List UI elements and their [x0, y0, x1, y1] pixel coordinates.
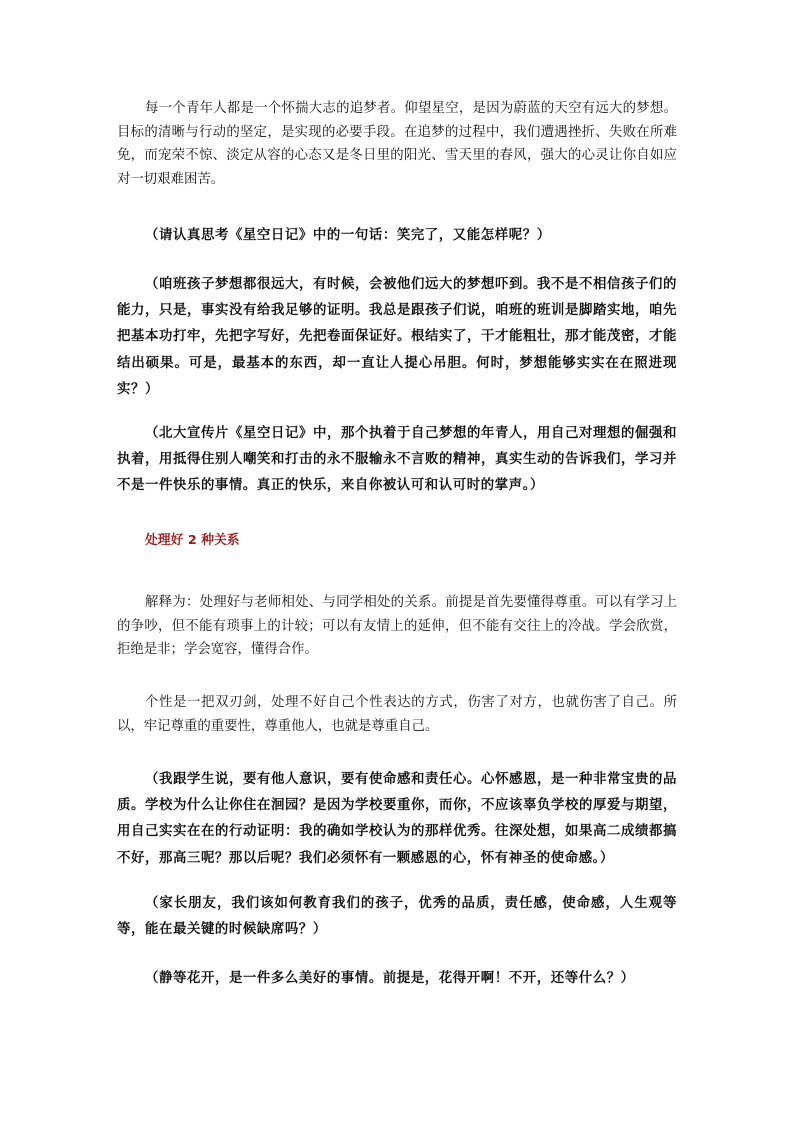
paragraph-pku-promo: （北大宣传片《星空日记》中，那个执着于自己梦想的年青人，用自己对理想的倔强和执着，用抵得住别人嘲笑和打击的永不服输永不言败的精神，真实生动的告诉我们，学习并不是一件快乐的事情。真正的快乐，来自你被认可和认可时的掌声。） [117, 426, 677, 494]
section-heading: 处理好 2 种关系 [145, 533, 240, 548]
paragraph-starry-diary-quote: （请认真思考《星空日记》中的一句话：笑完了，又能怎样呢？） [145, 228, 551, 243]
paragraph-gratitude: （我跟学生说，要有他人意识，要有使命感和责任心。心怀感恩，是一种非常宝贵的品质。学校为什么让你住在洄园？是因为学校要重你，而你，不应该辜负学校的厚爱与期望，用自己实实在在的行动证明：我的确如学校认为的那样优秀。往深处想，如果高二成绩都搞不好，那高三呢？那以后呢？我们必须怀有一颗感恩的心，怀有神圣的使命感。） [117, 772, 677, 866]
paragraph-parents: （家长朋友，我们该如何教育我们的孩子，优秀的品质，责任感，使命感，人生观等等，能在最关键的时候缺席吗？） [117, 896, 677, 938]
paragraph-waiting-flowers: （静等花开，是一件多么美好的事情。前提是，花得开啊！不开，还等什么？） [145, 971, 635, 986]
paragraph-class-dreams: （咱班孩子梦想都很远大，有时候，会被他们远大的梦想吓到。我不是不相信孩子们的能力，只是，事实没有给我足够的证明。我总是跟孩子们说，咱班的班训是脚踏实地，咱先把基本功打牢，先把字写好，先把卷面保证好。根结实了，干才能粗壮，那才能茂密，才能结出硕果。可是，最基本的东西，却一直让人提心吊胆。何时，梦想能够实实在在照进现实？） [117, 277, 677, 397]
paragraph-relationships: 解释为：处理好与老师相处、与同学相处的关系。前提是首先要懂得尊重。可以有学习上的争吵，但不能有琐事上的计较；可以有友情上的延伸，但不能有交往上的冷战。学会欣赏，拒绝是非；学会宽容，懂得合作。 [117, 595, 677, 657]
paragraph-personality: 个性是一把双刃剑，处理不好自己个性表达的方式，伤害了对方，也就伤害了自己。所以，牢记尊重的重要性，尊重他人，也就是尊重自己。 [117, 695, 677, 734]
paragraph-dream-chaser: 每一个青年人都是一个怀揣大志的追梦者。仰望星空，是因为蔚蓝的天空有远大的梦想。目标的清晰与行动的坚定，是实现的必要手段。在追梦的过程中，我们遭遇挫折、失败在所难免，而宠荣不惊、淡定从容的心态又是冬日里的阳光、雪天里的春风，强大的心灵让你自如应对一切艰难困苦。 [117, 101, 677, 187]
